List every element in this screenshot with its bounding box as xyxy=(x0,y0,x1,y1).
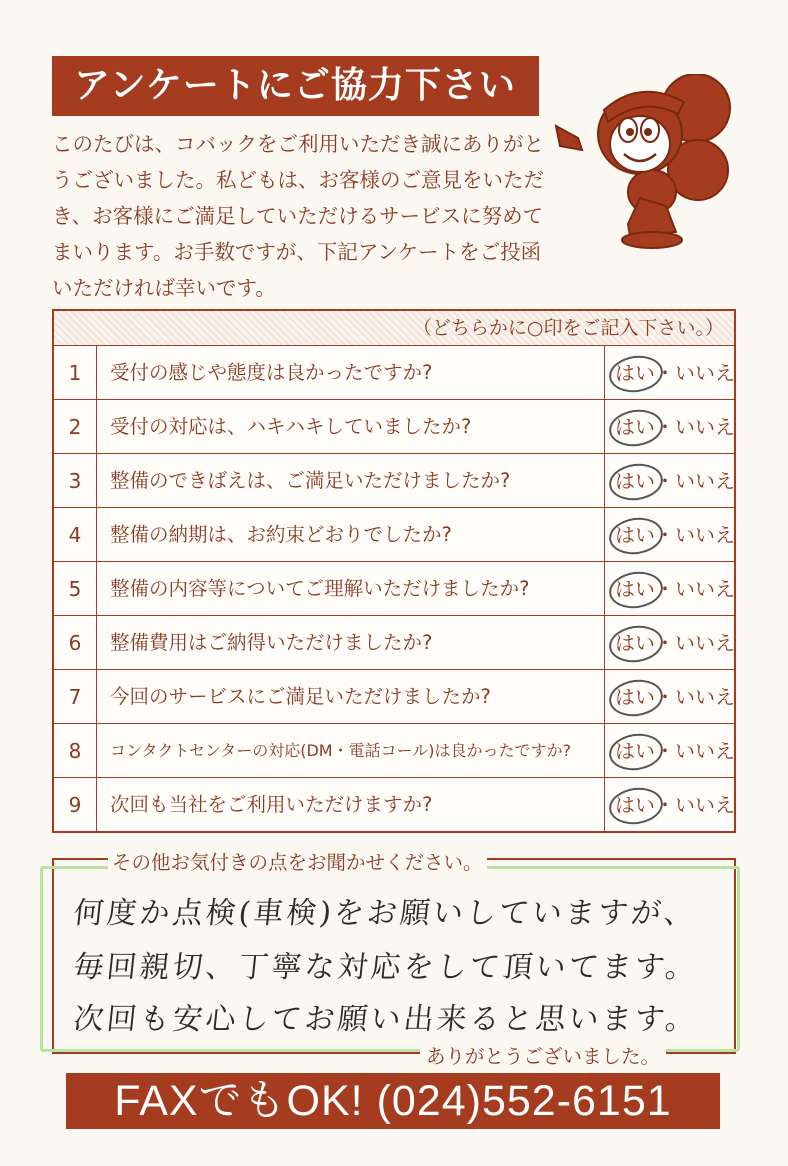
intro-text: このたびは、コバックをご利用いただき誠にありがとうございました。私どもは、お客様のご意見をいただき、お客様にご満足していただけるサービスに努めてまいります。お手数ですが、下記アンケートをご投函いただければ幸いです。 xyxy=(52,132,544,300)
question-number: 3 xyxy=(54,454,97,507)
question-number: 4 xyxy=(54,508,97,561)
answer-choice[interactable] xyxy=(604,670,735,723)
answer-choice[interactable] xyxy=(604,508,735,561)
answer-choice[interactable] xyxy=(604,346,735,399)
survey-row xyxy=(54,454,734,508)
question-text: 整備のできばえは、ご満足いただけましたか? xyxy=(110,469,511,492)
question-text: 次回も当社をご利用いただけますか? xyxy=(110,793,433,816)
survey-row xyxy=(54,724,734,778)
survey-row xyxy=(54,400,734,454)
survey-row xyxy=(54,562,734,616)
answer-options: はい・いいえ xyxy=(615,523,735,547)
answer-options: はい・いいえ xyxy=(615,361,735,385)
answer-choice[interactable] xyxy=(604,454,735,507)
survey-row xyxy=(54,778,734,832)
answer-options: はい・いいえ xyxy=(615,469,735,493)
mascot-illustration xyxy=(548,74,748,254)
answer-options: はい・いいえ xyxy=(615,631,735,655)
answer-options: はい・いいえ xyxy=(615,415,735,439)
question-text: コンタクトセンターの対応(DM・電話コール)は良かったですか? xyxy=(110,741,572,760)
question-text: 整備の内容等についてご理解いただけましたか? xyxy=(110,577,530,600)
question-text: 受付の感じや態度は良かったですか? xyxy=(110,361,433,384)
answer-options: はい・いいえ xyxy=(615,793,735,817)
question-number: 9 xyxy=(54,778,97,832)
trademark-symbol: ® xyxy=(698,191,708,202)
handwritten-comment-line: 次回も安心してお願い出来ると思います。 xyxy=(71,1002,701,1037)
answer-choice[interactable] xyxy=(604,724,735,777)
question-text: 整備の納期は、お約束どおりでしたか? xyxy=(110,523,452,546)
answer-choice[interactable] xyxy=(604,616,735,669)
question-text: 今回のサービスにご満足いただけましたか? xyxy=(110,685,491,708)
question-number: 7 xyxy=(54,670,97,723)
answer-options: はい・いいえ xyxy=(615,577,735,601)
closing-thanks: ありがとうございました。 xyxy=(420,1041,666,1069)
answer-choice[interactable] xyxy=(604,778,735,832)
answer-options: はい・いいえ xyxy=(615,685,735,709)
survey-instruction: （どちらかに○印をご記入下さい。） xyxy=(54,311,734,346)
survey-row xyxy=(54,616,734,670)
question-number: 8 xyxy=(54,724,97,777)
survey-row xyxy=(54,670,734,724)
fax-banner: FAXでもOK! (024)552-6151 xyxy=(66,1073,720,1129)
handwritten-comment-line: 毎回親切、丁寧な対応をして頂いてます。 xyxy=(71,950,701,985)
question-number: 1 xyxy=(54,346,97,399)
question-text: 受付の対応は、ハキハキしていましたか? xyxy=(110,415,472,438)
question-number: 5 xyxy=(54,562,97,615)
page-title: アンケートにご協力下さい xyxy=(52,56,539,116)
handwritten-comment-line: 何度か点検(車検)をお願いしていますが、 xyxy=(71,896,699,931)
survey-row xyxy=(54,508,734,562)
comments-label: その他お気付きの点をお聞かせください。 xyxy=(108,847,487,875)
answer-options: はい・いいえ xyxy=(615,739,735,763)
survey-row xyxy=(54,346,734,400)
question-text: 整備費用はご納得いただけましたか? xyxy=(110,631,433,654)
answer-choice[interactable] xyxy=(604,562,735,615)
survey-table xyxy=(52,309,736,833)
question-number: 6 xyxy=(54,616,97,669)
question-number: 2 xyxy=(54,400,97,453)
answer-choice[interactable] xyxy=(604,400,735,453)
